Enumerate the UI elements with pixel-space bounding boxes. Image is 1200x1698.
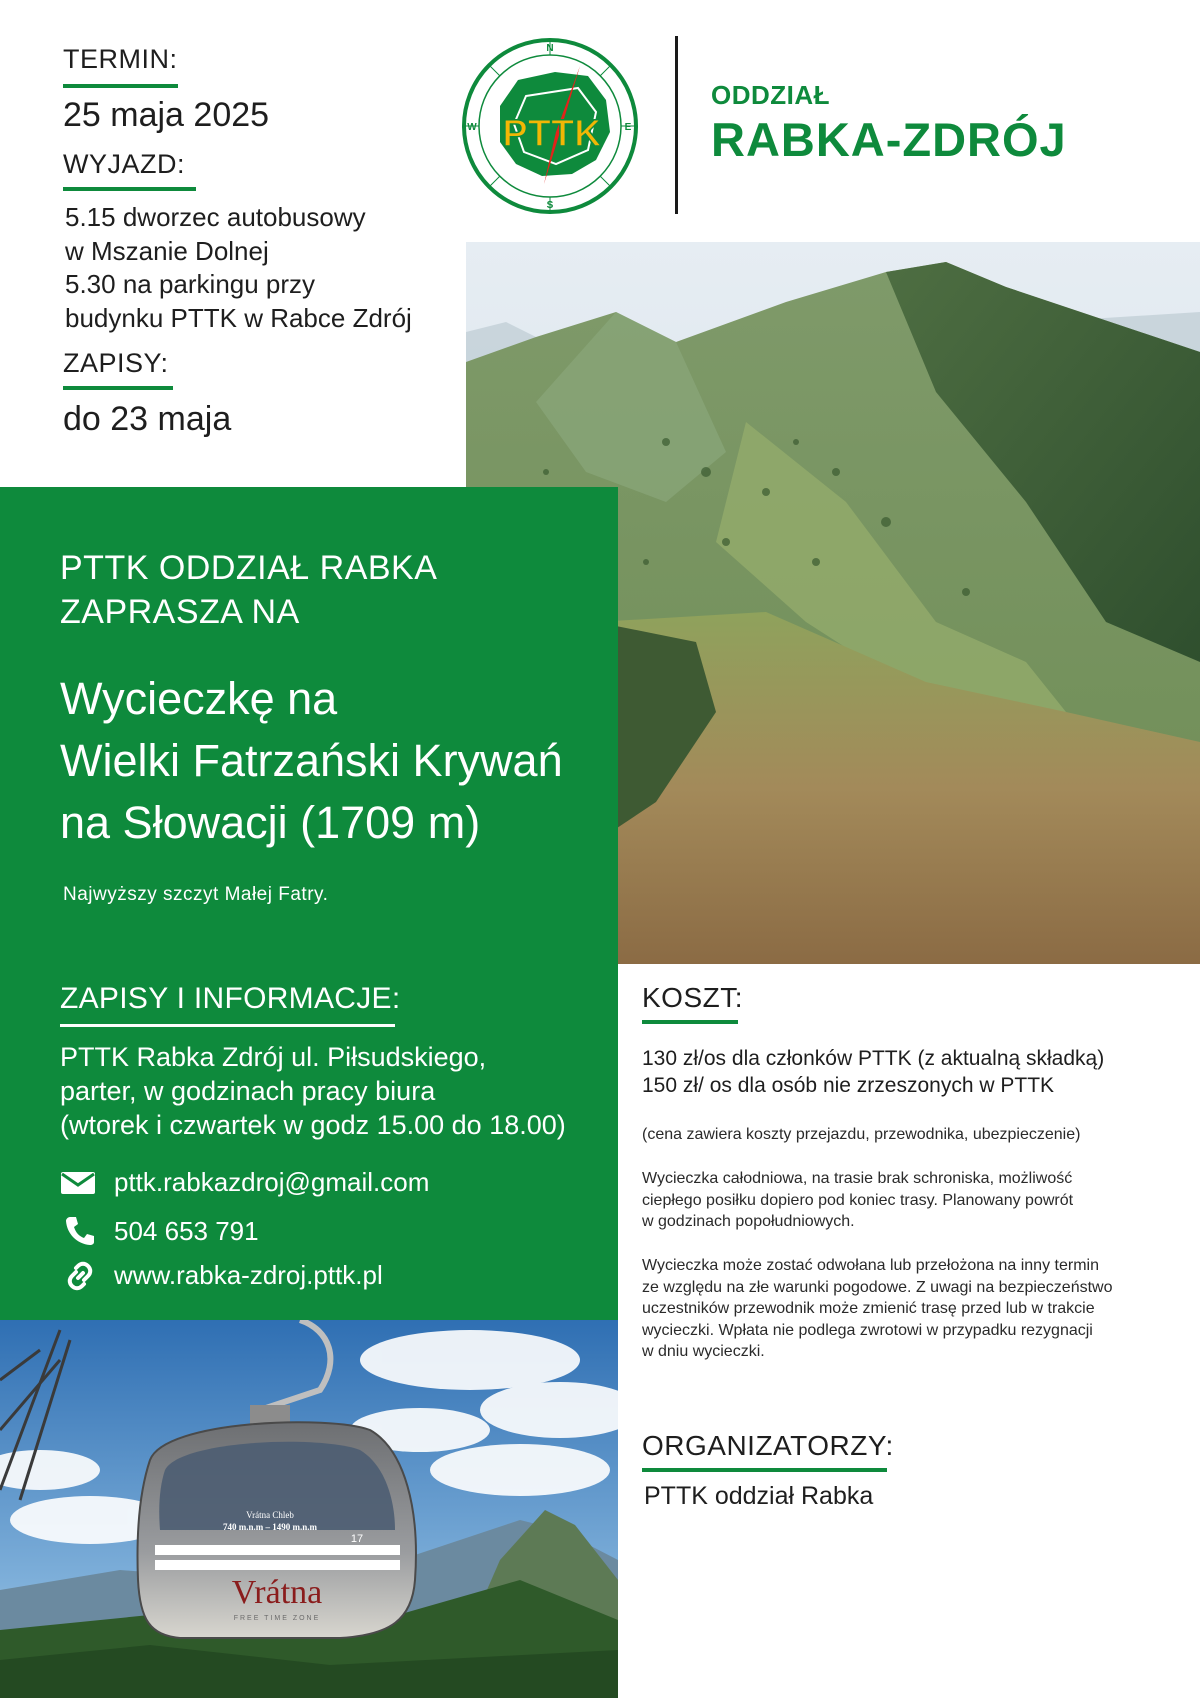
envelope-icon [60,1171,96,1195]
desc-line: ciepłego posiłku dopiero pod koniec trasy. Planowany powrót [642,1191,1074,1209]
gondola-sign-line2: 740 m.n.m – 1490 m.n.m [223,1522,317,1532]
compass-s: S [546,200,554,211]
contact-web[interactable]: www.rabka-zdroj.pttk.pl [114,1260,383,1290]
wyjazd-line: budynku PTTK w Rabce Zdrój [65,302,412,333]
koszt-note: (cena zawiera koszty przejazdu, przewodnika, ubezpieczenie) [642,1126,1081,1143]
link-icon [64,1260,96,1292]
trip-title [60,668,563,854]
pttk-compass-logo [460,36,640,216]
logo-text: PTTK [502,113,602,155]
gondola-photo [0,1320,618,1698]
koszt-underline [642,1020,738,1024]
price-line: 130 zł/os dla członków PTTK (z aktualną składką) [642,1047,1105,1070]
trip-title-line: Wycieczkę na [60,673,338,724]
cond-line: ze względu na złe warunki pogodowe. Z uwagi na bezpieczeństwo [642,1278,1113,1296]
price-line: 150 zł/ os dla osób nie zrzeszonych w PTTK [642,1074,1055,1097]
invite-line: ZAPRASZA NA [60,593,300,631]
phone-icon [64,1215,96,1247]
wyjazd-line: 5.15 dworzec autobusowy [65,202,366,232]
header-divider [675,36,678,214]
info-details [60,1040,566,1142]
info-label: ZAPISY I INFORMACJE: [60,982,401,1015]
desc-line: w godzinach popołudniowych. [642,1213,855,1230]
info-line: PTTK Rabka Zdrój ul. Piłsudskiego, [60,1042,487,1072]
termin-value: 25 maja 2025 [63,96,270,134]
organizatorzy-underline [642,1468,887,1472]
wyjazd-label: WYJAZD: [63,149,185,179]
zapisy-value: do 23 maja [63,400,232,438]
koszt-label: KOSZT: [642,982,744,1013]
wyjazd-line: 5.30 na parkingu przy [65,269,316,299]
info-line: (wtorek i czwartek w godz 15.00 do 18.00) [60,1110,566,1140]
org-small-title: ODDZIAŁ [711,80,831,110]
desc-line: Wycieczka całodniowa, na trasie brak schroniska, możliwość [642,1170,1073,1187]
gondola-tagline: FREE TIME ZONE [233,1615,321,1622]
trip-description [642,1168,1073,1233]
trip-conditions [642,1255,1113,1363]
termin-label: TERMIN: [63,44,178,74]
cond-line: wycieczki. Wpłata nie podlega zwrotowi w przypadku rezygnacji [642,1321,1093,1339]
wyjazd-line: w Mszanie Dolnej [65,235,269,266]
zapisy-underline [63,386,173,390]
pttk-logo [460,36,640,216]
compass-w: W [467,122,477,133]
wyjazd-details [65,201,412,335]
koszt-prices [642,1045,1104,1099]
gondola-number: 17 [350,1533,364,1545]
gondola-sign-line1: Vrátna Chleb [246,1510,294,1520]
organizatorzy-value: PTTK oddział Rabka [644,1482,874,1510]
compass-n: N [546,43,554,54]
info-line: parter, w godzinach pracy biura [60,1076,436,1106]
contact-phone[interactable]: 504 653 791 [114,1216,259,1246]
cond-line: uczestników przewodnik może zmienić trasę przed lub w trakcie [642,1300,1095,1317]
trip-title-line: Wielki Fatrzański Krywań [60,735,563,786]
info-underline [60,1024,395,1027]
contact-email[interactable]: pttk.rabkazdroj@gmail.com [114,1167,430,1197]
gondola-brand: Vrátna [231,1574,323,1611]
wyjazd-underline [63,187,196,191]
compass-e: E [624,122,632,133]
zapisy-label: ZAPISY: [63,348,169,378]
invite-heading [60,546,437,634]
cond-line: Wycieczka może zostać odwołana lub przełożona na inny termin [642,1257,1099,1274]
trip-title-line: na Słowacji (1709 m) [60,797,481,848]
cond-line: w dniu wycieczki. [642,1343,765,1360]
organizatorzy-label: ORGANIZATORZY: [642,1430,894,1461]
org-big-title: RABKA-ZDRÓJ [711,113,1067,166]
invite-line: PTTK ODDZIAŁ RABKA [60,549,438,587]
trip-subtitle: Najwyższy szczyt Małej Fatry. [63,884,329,905]
termin-underline [63,84,178,88]
